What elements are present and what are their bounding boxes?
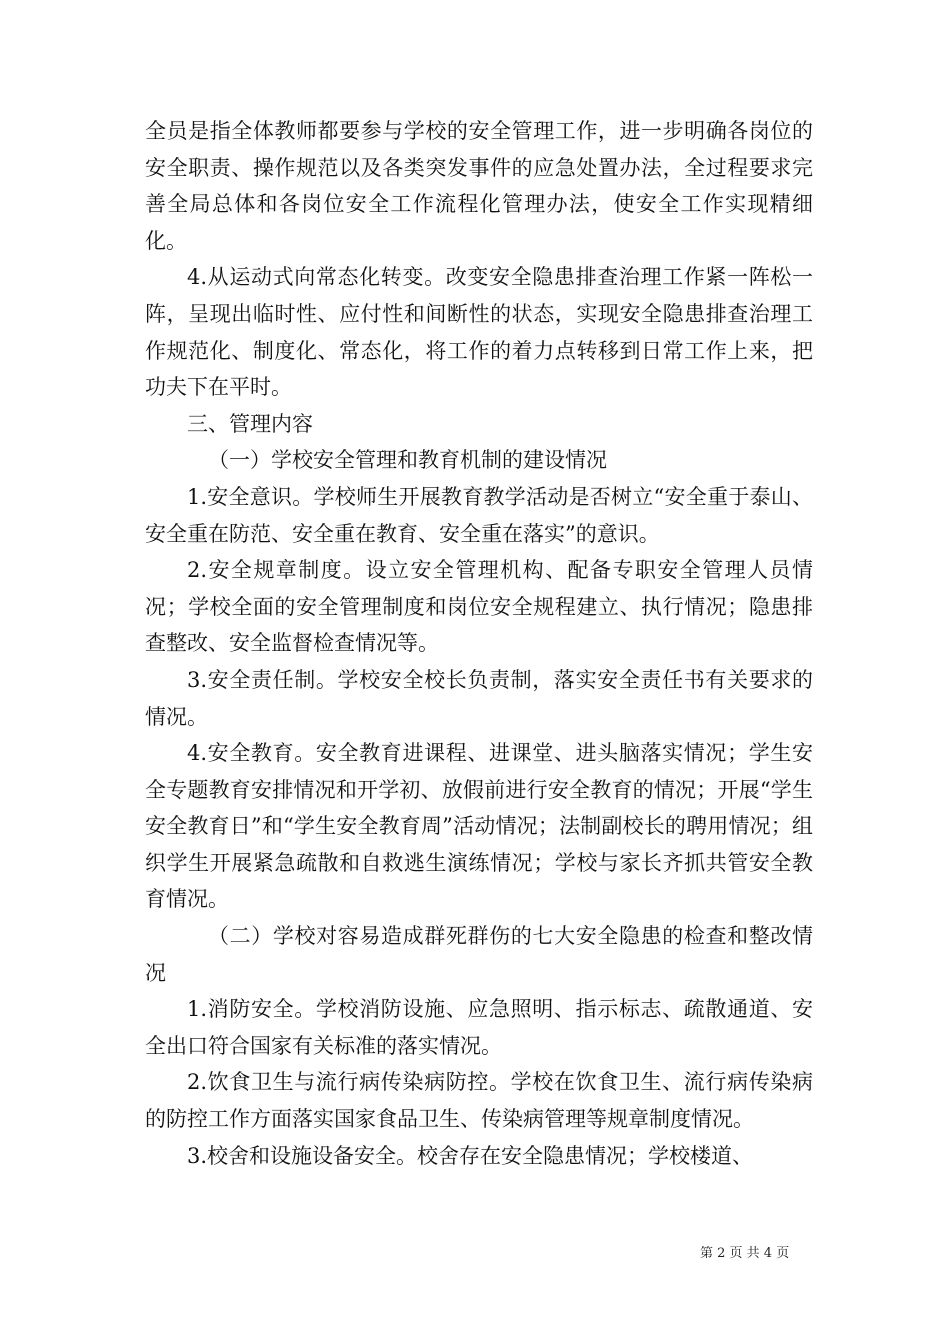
paragraph-fire-safety: 1.消防安全。学校消防设施、应急照明、指示标志、疏散通道、安全出口符合国家有关标准的落实情况。 xyxy=(145,997,813,1058)
paragraph-safety-rules: 2.安全规章制度。设立安全管理机构、配备专职安全管理人员情况；学校全面的安全管理制度和岗位安全规程建立、执行情况；隐患排查整改、安全监督检查情况等。 xyxy=(145,558,813,656)
paragraph-responsibility: 3.安全责任制。学校安全校长负责制，落实安全责任书有关要求的情况。 xyxy=(145,667,813,729)
page-number: 第 2 页 共 4 页 xyxy=(700,1246,790,1261)
subsection-heading-2: （二）学校对容易造成群死群伤的七大安全隐患的检查和整改情况 xyxy=(145,924,813,985)
paragraph-safety-awareness: 1.安全意识。学校师生开展教育教学活动是否树立“安全重于泰山、安全重在防范、安全重在教育、安全重在落实”的意识。 xyxy=(145,484,813,546)
section-heading-3: 三、管理内容 xyxy=(187,411,313,436)
paragraph-safety-education: 4.安全教育。安全教育进课程、进课堂、进头脑落实情况；学生安全专题教育安排情况和开学初、放假前进行安全教育的情况；开展“学生安全教育日”和“学生安全教育周”活动情况；法制副校长的聘用情况；组织学生开展紧急疏散和自救逃生演练情况；学校与家长齐抓共管安全教育情况。 xyxy=(145,741,813,912)
document-body xyxy=(145,113,813,1174)
subsection-heading-1: （一）学校安全管理和教育机制的建设情况 xyxy=(208,448,607,473)
paragraph-2: 4.从运动式向常态化转变。改变安全隐患排查治理工作紧一阵松一阵，呈现出临时性、应付性和间断性的状态，实现安全隐患排查治理工作规范化、制度化、常态化，将工作的着力点转移到日常工作上来，把功夫下在平时。 xyxy=(145,265,813,400)
paragraph-building-safety: 3.校舍和设施设备安全。校舍存在安全隐患情况；学校楼道、 xyxy=(187,1143,754,1168)
paragraph-1: 全员是指全体教师都要参与学校的安全管理工作，进一步明确各岗位的安全职责、操作规范以及各类突发事件的应急处置办法，全过程要求完善全局总体和各岗位安全工作流程化管理办法，使安全工作实现精细化。 xyxy=(145,119,813,253)
paragraph-food-hygiene: 2.饮食卫生与流行病传染病防控。学校在饮食卫生、流行病传染病的防控工作方面落实国家食品卫生、传染病管理等规章制度情况。 xyxy=(145,1070,813,1132)
